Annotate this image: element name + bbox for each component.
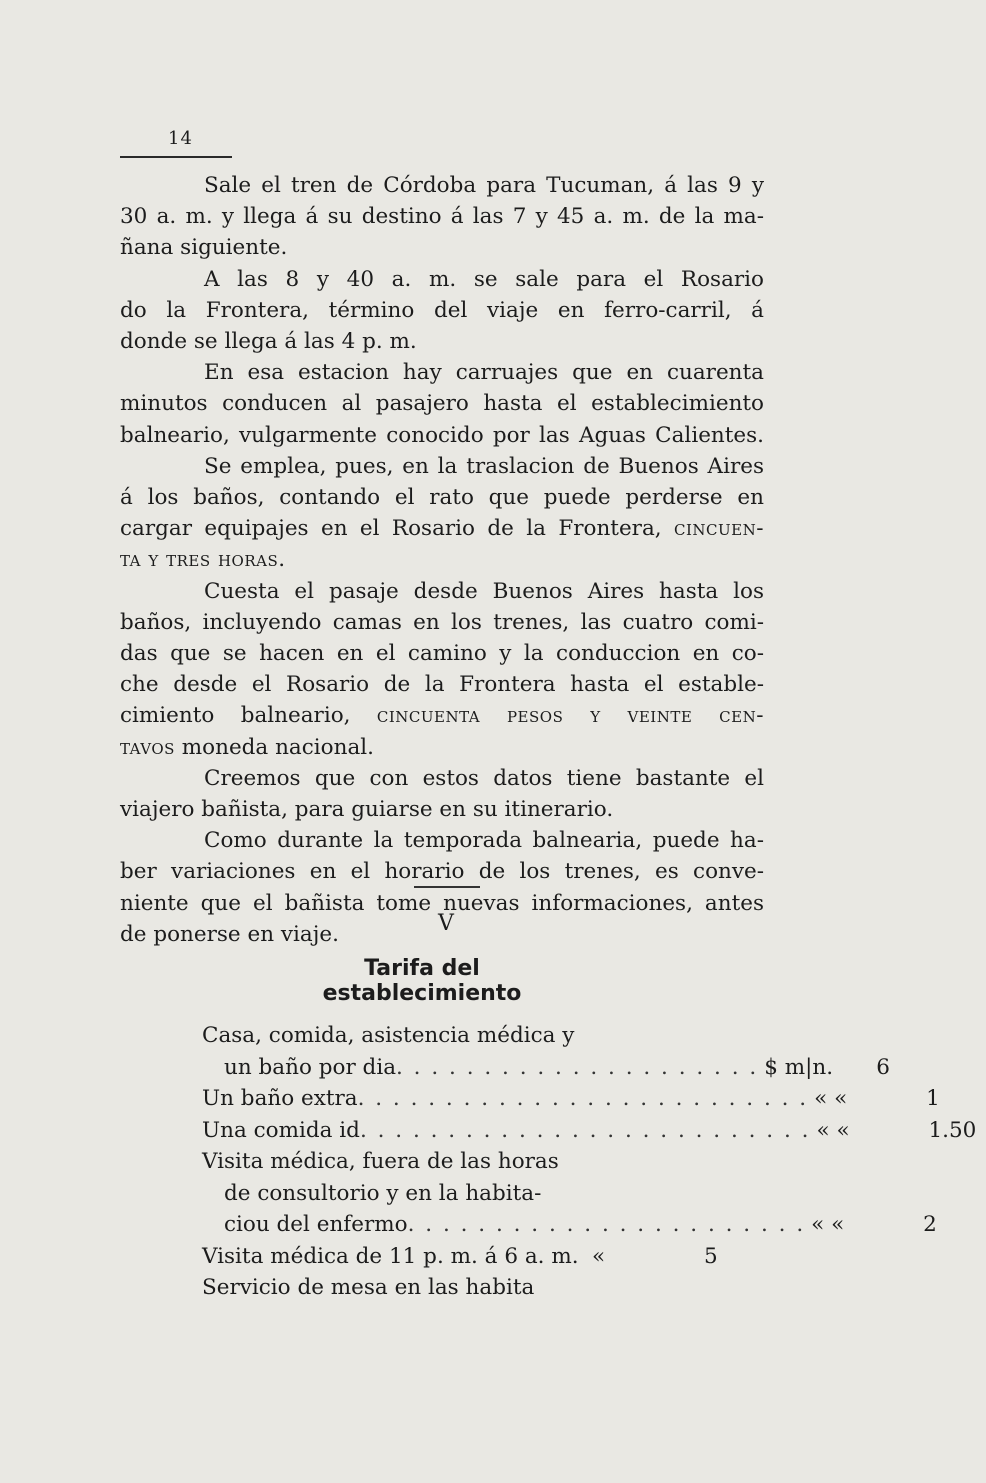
tariff-item-line — [202, 1083, 940, 1115]
tariff-list — [202, 1020, 977, 1304]
paragraph-4-line-3-text: cargar equipajes en el Rosario de la Frontera, — [120, 516, 662, 542]
paragraph-5-line-2: baños, incluyendo camas en los trenes, las cuatro comi- — [120, 609, 764, 635]
paragraph-7-line-4: de ponerse en viaje. — [120, 921, 339, 947]
tariff-amount: 2 — [923, 1212, 937, 1237]
tariff-item-line — [202, 1052, 890, 1084]
paragraph-3-line-2: minutos conducen al pasajero hasta el establecimiento — [120, 391, 764, 417]
paragraph-1-line-1: Sale el tren de Córdoba para Tucuman, á las 9 y — [204, 173, 764, 198]
tariff-description: Una comida id — [202, 1117, 360, 1143]
section-title: Tarifa del establecimiento — [322, 956, 522, 1006]
paragraph-4-line-3-caps: cincuen- — [674, 516, 764, 542]
paragraph-4-line-4: ta y tres horas. — [120, 547, 286, 573]
tariff-item-line — [202, 1272, 762, 1304]
paragraph-1-line-2: 30 a. m. y llega á su destino á las 7 y 45 a. m. de la ma- — [120, 204, 764, 230]
tariff-description: un baño por dia — [224, 1054, 397, 1080]
paragraph-2-line-1: A las 8 y 40 a. m. se sale para el Rosario — [204, 266, 764, 292]
paragraph-4-line-1: Se emplea, pues, en la traslacion de Buenos Aires — [204, 453, 764, 479]
tariff-unit: « « — [816, 1117, 850, 1143]
paragraph-5-line-3: das que se hacen en el camino y la conduccion en co- — [120, 641, 764, 667]
tariff-description: ciou del enfermo — [224, 1212, 408, 1237]
paragraph-4-line-3 — [120, 513, 764, 544]
tariff-item-line — [202, 1115, 977, 1147]
tariff-amount: 1 — [926, 1086, 940, 1111]
paragraph-4-line-2: á los baños, contando el rato que puede perderse en — [120, 485, 764, 511]
paragraph-3-line-3: balneario, vulgarmente conocido por las Aguas Calientes. — [120, 422, 764, 448]
leader-dots: . . . . . . . . . . . . . . . . . . . . . . . . . . — [359, 1117, 811, 1143]
page-number: 14 — [168, 128, 193, 149]
paragraph-6-line-2: viajero bañista, para guiarse en su itinerario. — [120, 797, 614, 823]
paragraph-5-line-4: che desde el Rosario de la Frontera hasta el estable- — [120, 672, 764, 698]
tariff-description: Casa, comida, asistencia médica y — [202, 1023, 575, 1048]
paragraph-7-line-3: niente que el bañista tome nuevas informaciones, antes — [120, 890, 764, 916]
paragraph-1-line-3: ñana siguiente. — [120, 235, 288, 261]
tariff-unit: $ m|n. — [764, 1054, 834, 1080]
leader-dots: . . . . . . . . . . . . . . . . . . . . . — [396, 1054, 759, 1080]
paragraph-5-line-1: Cuesta el pasaje desde Buenos Aires hasta los — [204, 578, 764, 604]
paragraph-2-line-3: donde se llega á las 4 p. m. — [120, 329, 417, 355]
paragraph-5-line-5-text: cimiento balneario, — [120, 703, 351, 729]
paragraph-5-line-5-caps: cincuenta pesos y veinte cen- — [376, 703, 764, 729]
tariff-amount: 5 — [704, 1243, 718, 1269]
tariff-description: Servicio de mesa en las habita — [202, 1275, 535, 1300]
paragraph-5-line-5 — [120, 700, 764, 731]
paragraph-5-line-6 — [120, 732, 764, 763]
paragraph-3-line-1: En esa estacion hay carruajes que en cuarenta — [204, 360, 764, 386]
tariff-description: de consultorio y en la habita- — [224, 1180, 542, 1206]
paragraph-5-line-6-caps: tavos — [120, 734, 175, 760]
tariff-item-line — [202, 1178, 762, 1210]
tariff-item-line — [202, 1241, 762, 1273]
section-divider — [414, 886, 480, 888]
tariff-item-line — [202, 1020, 762, 1052]
tariff-unit: « « — [814, 1086, 848, 1111]
page-number-rule — [120, 156, 232, 158]
paragraph-2-line-2: do la Frontera, término del viaje en ferro-carril, á — [120, 297, 764, 323]
body-text — [120, 170, 764, 950]
tariff-unit: « — [592, 1243, 606, 1269]
section-number: V — [438, 911, 454, 936]
leader-dots — [579, 1241, 586, 1273]
tariff-amount: 6 — [876, 1054, 890, 1080]
tariff-item-line — [202, 1209, 937, 1241]
tariff-description: Visita médica de 11 p. m. á 6 a. m. — [202, 1243, 579, 1269]
tariff-unit: « « — [811, 1212, 845, 1237]
tariff-amount: 1.50 — [928, 1117, 977, 1143]
leader-dots: . . . . . . . . . . . . . . . . . . . . . . . — [407, 1212, 806, 1237]
tariff-description: Visita médica, fuera de las horas — [202, 1149, 559, 1174]
leader-dots: . . . . . . . . . . . . . . . . . . . . . . . . . . — [357, 1086, 809, 1111]
paragraph-7-line-1: Como durante la temporada balnearia, puede ha- — [204, 828, 764, 854]
tariff-item-line — [202, 1146, 762, 1178]
tariff-description: Un baño extra — [202, 1086, 358, 1111]
paragraph-7-line-2: ber variaciones en el horario de los trenes, es conve- — [120, 859, 764, 885]
paragraph-5-line-6-text: moneda nacional. — [181, 734, 374, 760]
paragraph-6-line-1: Creemos que con estos datos tiene bastante el — [204, 765, 764, 791]
